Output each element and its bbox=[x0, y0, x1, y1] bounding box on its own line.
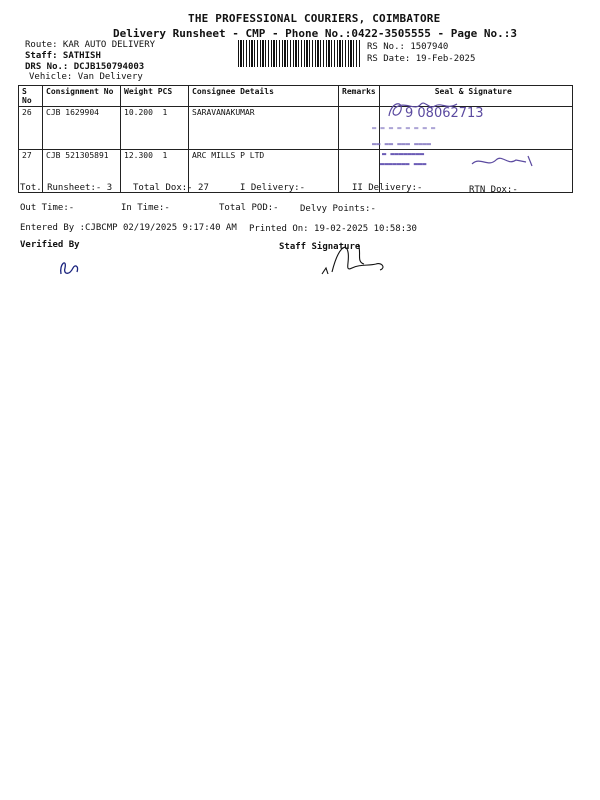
seal-stamp-line2: ▬ ▬▬▬▬▬▬▬▬ bbox=[382, 150, 425, 158]
cell-consignment: CJB 521305891 bbox=[43, 150, 121, 193]
table-header-row bbox=[19, 86, 573, 107]
in-time: In Time:- bbox=[121, 203, 170, 213]
col-header-sno: S No bbox=[19, 86, 43, 107]
total-dox: Total Dox:- 27 bbox=[133, 183, 209, 193]
route-label: Route: KAR AUTO DELIVERY bbox=[25, 40, 156, 50]
total-runsheet: Tot. Runsheet:- 3 bbox=[20, 183, 113, 193]
delvy-points: Delvy Points:- bbox=[300, 204, 376, 214]
staff-signature-label: Staff Signature bbox=[279, 242, 361, 252]
cell-weight: 10.200 bbox=[124, 108, 153, 117]
rs-number: RS No.: 1507940 bbox=[367, 42, 449, 52]
cell-weight: 12.300 bbox=[124, 151, 153, 160]
cell-pcs: 1 bbox=[162, 151, 168, 160]
verified-by-signature bbox=[55, 254, 85, 278]
col-header-consignment: Consignment No bbox=[43, 86, 121, 107]
out-time: Out Time:- bbox=[20, 203, 75, 213]
rtn-dox: RTN Dox:- bbox=[469, 185, 518, 195]
cell-consignment: CJB 1629904 bbox=[43, 107, 121, 150]
cell-sno: 27 bbox=[19, 150, 43, 193]
verified-by-label: Verified By bbox=[20, 240, 80, 250]
cell-pcs: 1 bbox=[162, 108, 168, 117]
handwritten-phone-number: 9 08062713 bbox=[405, 106, 484, 121]
cell-weight-pcs bbox=[121, 107, 189, 150]
document-subtitle: Delivery Runsheet - CMP - Phone No.:0422-3505555 - Page No.:3 bbox=[113, 27, 517, 40]
col-header-seal-signature: Seal & Signature bbox=[379, 86, 572, 107]
cell-sno: 26 bbox=[19, 107, 43, 150]
col-header-remarks: Remarks bbox=[339, 86, 380, 107]
total-pod: Total POD:- bbox=[219, 203, 279, 213]
rs-date: RS Date: 19-Feb-2025 bbox=[367, 54, 476, 64]
col-header-weight-pcs: Weight PCS bbox=[121, 86, 189, 107]
cell-consignee: SARAVANAKUMAR bbox=[189, 107, 339, 150]
printed-on: Printed On: 19-02-2025 10:58:30 bbox=[249, 224, 417, 234]
vehicle-label: Vehicle: Van Delivery bbox=[29, 72, 143, 82]
entered-by: Entered By :CJBCMP 02/19/2025 9:17:40 AM bbox=[20, 223, 237, 233]
handwritten-signature-row2 bbox=[470, 150, 540, 172]
i-delivery: I Delivery:- bbox=[240, 183, 306, 193]
seal-stamp-line3: ▬▬▬▬▬▬▬ ▬▬▬ bbox=[380, 160, 427, 168]
runsheet-table bbox=[18, 85, 573, 193]
staff-signature-mark bbox=[318, 238, 393, 278]
col-header-consignee: Consignee Details bbox=[189, 86, 339, 107]
ii-delivery: II Delivery:- bbox=[352, 183, 423, 193]
cell-consignee: ARC MILLS P LTD bbox=[189, 150, 339, 193]
staff-label: Staff: SATHISH bbox=[25, 51, 101, 61]
document-title: THE PROFESSIONAL COURIERS, COIMBATORE bbox=[188, 12, 441, 25]
seal-stamp-line1: ▬▬ ▬▬ ▬▬▬ ▬▬▬▬ bbox=[372, 140, 432, 148]
faint-stamp-row1: ▬ ▬ ▬ ▬ ▬ ▬ ▬ ▬ bbox=[372, 124, 436, 132]
barcode-image bbox=[238, 40, 360, 67]
table-row bbox=[19, 107, 573, 150]
drs-label: DRS No.: DCJB150794003 bbox=[25, 62, 145, 72]
